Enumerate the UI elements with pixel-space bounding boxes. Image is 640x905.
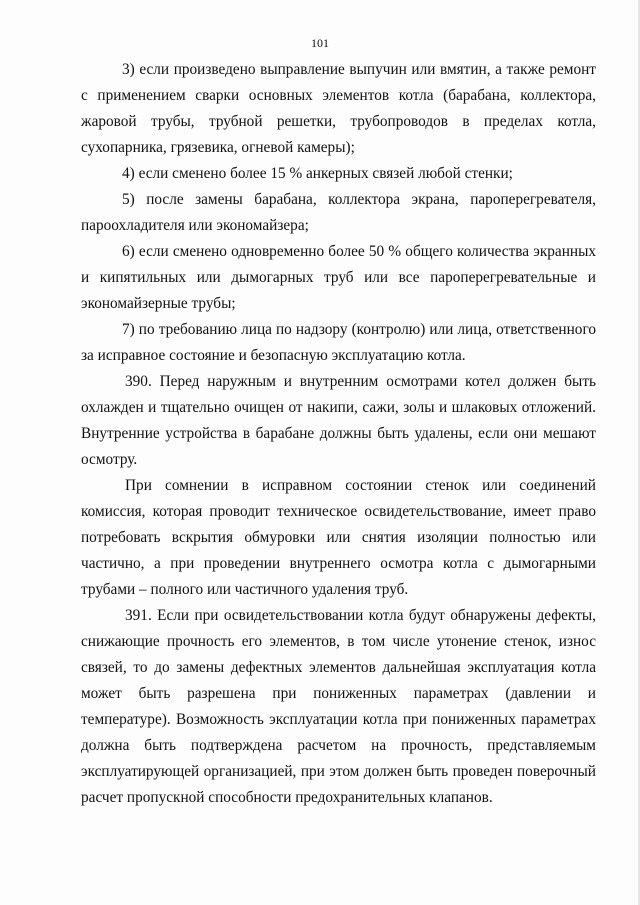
list-item-6: 6) если сменено одновременно более 50 % общего количества экранных и кипятильных или дымогарных труб или все пароперегревательные и экономайзерные трубы; [81, 243, 596, 312]
clause-391-paragraph: 391. Если при освидетельствовании котла будут обнаружены дефекты, снижающие прочность его элементов, в том числе утонение стенок, износ связей, то до замены дефектных элементов дальнейшая эксплуатация котла может быть разрешена при пониженных параметрах (давлении и температуре). Возможность эксплуатации котла при пониженных параметрах должна быть подтверждена расчетом на прочность, представляемым эксплуатирующей организацией, при этом должен быть проведен поверочный расчет пропускной способности предохранительных клапанов. [81, 607, 596, 806]
list-item-3: 3) если произведено выправление выпучин или вмятин, а также ремонт с применением сварки основных элементов котла (барабана, коллектора, жаровой трубы, трубной решетки, трубопроводов в пределах котла, сухопарника, грязевика, огневой камеры); [81, 61, 596, 156]
list-item-7: 7) по требованию лица по надзору (контролю) или лица, ответственного за исправное состояние и безопасную эксплуатацию котла. [81, 321, 596, 364]
page-number: 101 [311, 36, 329, 50]
list-item-5: 5) после замены барабана, коллектора экрана, пароперегревателя, пароохладителя или экономайзера; [81, 191, 596, 234]
document-body [81, 57, 596, 811]
clause-390-continuation-paragraph: При сомнении в исправном состоянии стенок или соединений комиссия, которая проводит техническое освидетельствование, имеет право потребовать вскрытия обмуровки или снятия изоляции полностью или частично, а при проведении внутреннего осмотра котла с дымогарными трубами – полного или частичного удаления труб. [81, 477, 596, 598]
clause-390-paragraph: 390. Перед наружным и внутренним осмотрами котел должен быть охлажден и тщательно очищен от накипи, сажи, золы и шлаковых отложений. Внутренние устройства в барабане должны быть удалены, если они мешают осмотру. [81, 373, 596, 468]
list-item-4: 4) если сменено более 15 % анкерных связей любой стенки; [122, 165, 513, 182]
